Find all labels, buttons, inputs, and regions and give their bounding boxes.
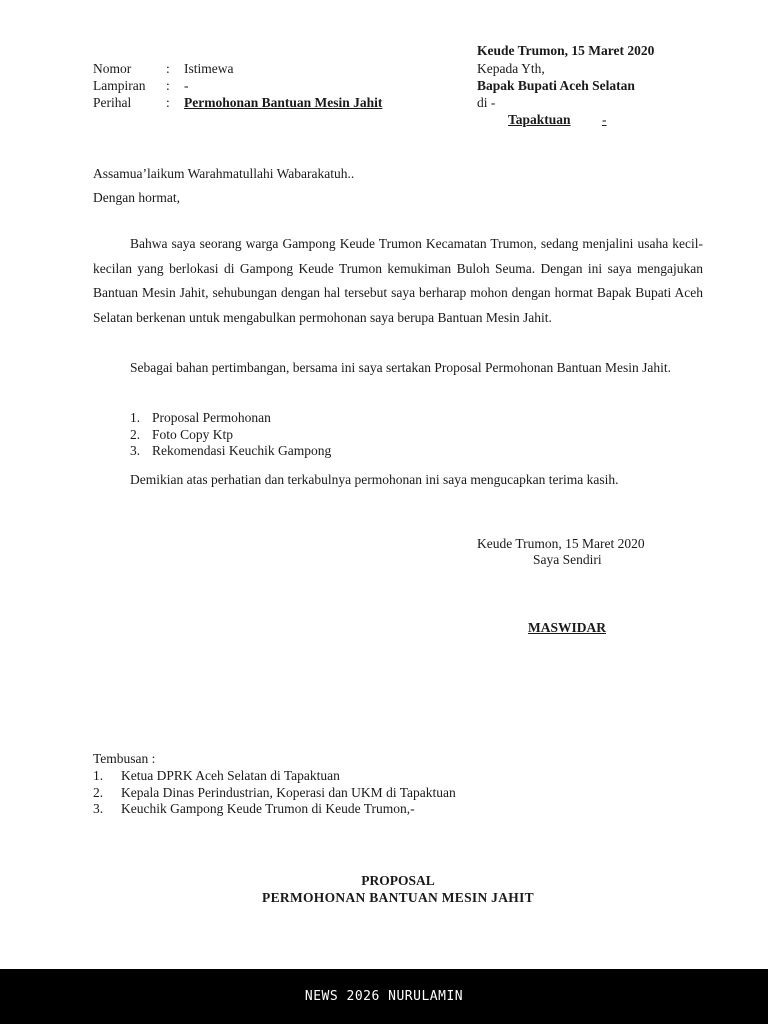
- list-item-text: Foto Copy Ktp: [152, 426, 234, 442]
- list-item-text: Keuchik Gampong Keude Trumon di Keude Trumon,-: [121, 801, 415, 816]
- list-item-number: 3.: [93, 801, 104, 816]
- recipient-line-4-suffix: -: [602, 112, 607, 127]
- list-item: [130, 410, 331, 427]
- list-item-number: 2.: [93, 784, 104, 800]
- tembusan-list: [93, 768, 456, 818]
- signature-place-date: Keude Trumon, 15 Maret 2020: [477, 536, 645, 551]
- recipient-line-3: di -: [477, 95, 496, 110]
- body-paragraph-1: Bahwa saya seorang warga Gampong Keude Trumon Kecamatan Trumon, sedang menjalini usaha kecil-kecilan yang berlokasi di Gampong Keude Trumon kemukiman Buloh Seuma. Dengan ini saya mengajukan Bantuan Mesin Jahit, sehubungan dengan hal tersebut saya berharap mohon dengan hormat Bapak Bupati Aceh Selatan berkenan untuk mengabulkan permohonan saya berupa Bantuan Mesin Jahit.: [93, 236, 703, 325]
- lampiran-label: Lampiran: [93, 78, 146, 93]
- perihal-value: Permohonan Bantuan Mesin Jahit: [184, 95, 383, 110]
- closing-sentence: Demikian atas perhatian dan terkabulnya permohonan ini saya mengucapkan terima kasih.: [130, 472, 619, 487]
- list-item: [130, 443, 331, 460]
- recipient-line-2: Bapak Bupati Aceh Selatan: [477, 78, 635, 93]
- letter-date-top: Keude Trumon, 15 Maret 2020: [477, 43, 655, 58]
- list-item-text: Kepala Dinas Perindustrian, Koperasi dan UKM di Tapaktuan: [121, 784, 456, 800]
- list-item-text: Proposal Permohonan: [152, 410, 271, 425]
- list-item: [130, 427, 331, 444]
- perihal-colon: :: [166, 95, 170, 110]
- nomor-value: Istimewa: [184, 61, 234, 76]
- perihal-label: Perihal: [93, 95, 132, 110]
- nomor-label: Nomor: [93, 61, 132, 76]
- footer-text: NEWS 2026 NURULAMIN: [304, 989, 464, 1004]
- lampiran-value: -: [184, 78, 189, 93]
- proposal-title-line-2: PERMOHONAN BANTUAN MESIN JAHIT: [262, 890, 534, 905]
- list-item-text: Rekomendasi Keuchik Gampong: [152, 443, 332, 458]
- body-paragraph-2: Sebagai bahan pertimbangan, bersama ini saya sertakan Proposal Permohonan Bantuan Mesin Jahit.: [130, 360, 671, 375]
- signature-name: MASWIDAR: [528, 620, 607, 635]
- attachment-list: [130, 410, 331, 460]
- signature-role: Saya Sendiri: [533, 552, 602, 567]
- salutation: Dengan hormat,: [93, 190, 180, 205]
- lampiran-colon: :: [166, 78, 170, 93]
- list-item: [93, 801, 456, 818]
- list-item-number: 1.: [93, 768, 104, 783]
- recipient-line-4: Tapaktuan: [508, 112, 571, 127]
- proposal-title-line-1: PROPOSAL: [361, 873, 435, 888]
- greeting: Assamua’laikum Warahmatullahi Wabarakatuh..: [93, 166, 355, 181]
- list-item: [93, 768, 456, 785]
- list-item: [93, 785, 456, 802]
- list-item-text: Ketua DPRK Aceh Selatan di Tapaktuan: [121, 768, 340, 783]
- footer-bar: [0, 969, 768, 1024]
- list-item-number: 1.: [130, 410, 141, 425]
- tembusan-label: Tembusan :: [93, 751, 156, 766]
- recipient-line-1: Kepada Yth,: [477, 61, 545, 76]
- nomor-colon: :: [166, 61, 170, 76]
- list-item-number: 2.: [130, 426, 141, 442]
- list-item-number: 3.: [130, 443, 141, 458]
